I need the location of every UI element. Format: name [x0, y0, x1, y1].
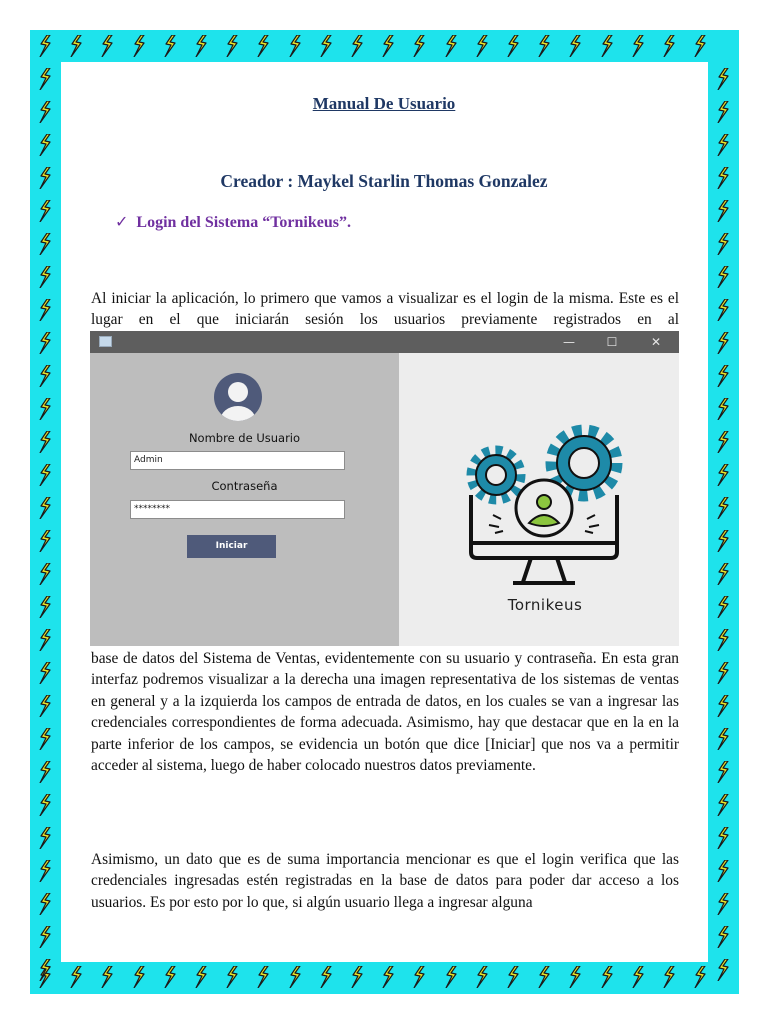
lightning-bolt-icon	[716, 68, 730, 90]
lightning-bolt-icon	[163, 35, 177, 57]
lightning-bolt-icon	[38, 893, 52, 915]
window-titlebar	[90, 331, 679, 353]
lightning-bolt-icon	[132, 966, 146, 988]
lightning-bolt-icon	[38, 464, 52, 486]
lightning-bolt-icon	[256, 966, 270, 988]
lightning-bolt-icon	[256, 35, 270, 57]
lightning-bolt-icon	[475, 35, 489, 57]
lightning-bolt-icon	[716, 860, 730, 882]
lightning-bolt-icon	[38, 266, 52, 288]
lightning-bolt-icon	[716, 959, 730, 981]
password-field[interactable]: ********	[130, 500, 345, 519]
lightning-bolt-icon	[568, 966, 582, 988]
lightning-bolt-icon	[506, 966, 520, 988]
lightning-bolt-icon	[716, 431, 730, 453]
lightning-bolt-icon	[38, 68, 52, 90]
lightning-bolt-icon	[194, 966, 208, 988]
section-heading: Login del Sistema “Tornikeus”.	[136, 214, 351, 231]
lightning-bolt-icon	[716, 365, 730, 387]
lightning-bolt-icon	[693, 966, 707, 988]
lightning-bolt-icon	[38, 299, 52, 321]
lightning-bolt-icon	[163, 966, 177, 988]
lightning-bolt-icon	[350, 966, 364, 988]
lightning-bolt-icon	[38, 530, 52, 552]
lightning-bolt-icon	[631, 35, 645, 57]
lightning-bolt-icon	[132, 35, 146, 57]
login-window-screenshot	[90, 331, 679, 646]
section-bullet	[115, 212, 351, 232]
paragraph-text: base de datos del Sistema de Ventas, evidentemente con su usuario y contraseña. En esta gran interfaz podremos visualizar a la derecha una imagen representativa de los sistemas de ventas en general y a la izquierda los campos de entrada de datos, en los cuales se van a ingresar las credenciales correspondientes de forma adecuada. Asimismo, hay que destacar que en la en la parte inferior de los campos, se evidencia un botón que dice [Iniciar] que nos va a permitir acceder al sistema, luego de haber colocado nuestros datos previamente.	[91, 650, 679, 775]
lightning-bolt-icon	[38, 695, 52, 717]
lightning-bolt-icon	[69, 35, 83, 57]
document-title: Manual De Usuario	[312, 94, 456, 113]
lightning-bolt-icon	[38, 926, 52, 948]
lightning-bolt-icon	[38, 398, 52, 420]
lightning-bolt-icon	[38, 233, 52, 255]
lightning-bolt-icon	[319, 966, 333, 988]
lightning-bolt-icon	[38, 431, 52, 453]
lightning-bolt-icon	[38, 563, 52, 585]
lightning-bolt-icon	[568, 35, 582, 57]
lightning-bolt-icon	[194, 35, 208, 57]
username-field[interactable]: Admin	[130, 451, 345, 470]
lightning-bolt-icon	[38, 860, 52, 882]
lightning-bolt-icon	[716, 629, 730, 651]
lightning-bolt-icon	[662, 966, 676, 988]
lightning-bolt-icon	[319, 35, 333, 57]
username-label: Nombre de Usuario	[188, 431, 301, 445]
lightning-bolt-icon	[38, 662, 52, 684]
lightning-bolt-icon	[716, 464, 730, 486]
author-line: Creador : Maykel Starlin Thomas Gonzalez	[220, 171, 548, 191]
lightning-bolt-icon	[381, 35, 395, 57]
lightning-bolt-icon	[444, 966, 458, 988]
close-button[interactable]: ✕	[650, 335, 662, 349]
lightning-bolt-icon	[716, 827, 730, 849]
lightning-bolt-icon	[716, 134, 730, 156]
maximize-button[interactable]: ☐	[606, 335, 618, 349]
paragraph-intro	[91, 288, 679, 331]
lightning-bolt-icon	[537, 35, 551, 57]
lightning-bolt-icon	[716, 233, 730, 255]
lightning-bolt-icon	[38, 794, 52, 816]
lightning-bolt-icon	[38, 629, 52, 651]
lightning-bolt-icon	[600, 35, 614, 57]
lightning-bolt-icon	[716, 332, 730, 354]
lightning-bolt-icon	[412, 35, 426, 57]
user-avatar-icon	[207, 373, 269, 421]
lightning-bolt-icon	[693, 35, 707, 57]
lightning-bolt-icon	[38, 827, 52, 849]
lightning-bolt-icon	[716, 497, 730, 519]
lightning-bolt-icon	[631, 966, 645, 988]
login-button[interactable]: Iniciar	[187, 535, 276, 558]
lightning-bolt-icon	[381, 966, 395, 988]
lightning-bolt-icon	[38, 728, 52, 750]
lightning-bolt-icon	[716, 662, 730, 684]
lightning-bolt-icon	[506, 35, 520, 57]
lightning-bolt-icon	[100, 35, 114, 57]
lightning-bolt-icon	[38, 761, 52, 783]
lightning-bolt-icon	[716, 794, 730, 816]
brand-name: Tornikeus	[507, 596, 583, 614]
lightning-bolt-icon	[412, 966, 426, 988]
lightning-bolt-icon	[350, 35, 364, 57]
lightning-bolt-icon	[288, 966, 302, 988]
lightning-bolt-icon	[38, 200, 52, 222]
lightning-bolt-icon	[716, 266, 730, 288]
monitor-gears-logo-icon	[449, 415, 639, 595]
lightning-bolt-icon	[662, 35, 676, 57]
lightning-bolt-icon	[716, 761, 730, 783]
lightning-bolt-icon	[716, 200, 730, 222]
app-icon	[99, 336, 112, 347]
lightning-bolt-icon	[225, 35, 239, 57]
paragraph-description	[91, 648, 679, 776]
password-label: Contraseña	[211, 479, 278, 493]
paragraph-validation	[91, 849, 679, 913]
lightning-bolt-icon	[716, 398, 730, 420]
lightning-bolt-icon	[600, 966, 614, 988]
lightning-bolt-icon	[38, 959, 52, 981]
lightning-bolt-icon	[38, 596, 52, 618]
lightning-bolt-icon	[288, 35, 302, 57]
lightning-bolt-icon	[38, 35, 52, 57]
lightning-bolt-icon	[100, 966, 114, 988]
lightning-bolt-icon	[38, 365, 52, 387]
lightning-bolt-icon	[38, 134, 52, 156]
lightning-bolt-icon	[716, 695, 730, 717]
paragraph-text: Al iniciar la aplicación, lo primero que vamos a visualizar es el login de la misma. Este es el lugar en el que iniciarán sesión los usuarios previamente registrados en al	[91, 290, 679, 329]
lightning-bolt-icon	[716, 530, 730, 552]
minimize-button[interactable]: —	[563, 335, 575, 349]
lightning-bolt-icon	[475, 966, 489, 988]
lightning-bolt-icon	[716, 926, 730, 948]
lightning-bolt-icon	[716, 893, 730, 915]
login-form-panel	[90, 353, 399, 646]
lightning-bolt-icon	[716, 596, 730, 618]
lightning-bolt-icon	[38, 497, 52, 519]
lightning-bolt-icon	[716, 563, 730, 585]
lightning-bolt-icon	[38, 332, 52, 354]
lightning-bolt-icon	[716, 728, 730, 750]
lightning-bolt-icon	[444, 35, 458, 57]
lightning-bolt-icon	[69, 966, 83, 988]
brand-panel	[399, 353, 679, 646]
lightning-bolt-icon	[225, 966, 239, 988]
checkmark-icon: ✓	[115, 214, 129, 231]
lightning-bolt-icon	[716, 299, 730, 321]
paragraph-text: Asimismo, un dato que es de suma importancia mencionar es que el login verifica que las credenciales ingresadas estén registradas en la base de datos para poder dar acceso a los usuarios. Es por esto por lo que, si algún usuario llega a ingresar alguna	[91, 851, 679, 911]
lightning-bolt-icon	[537, 966, 551, 988]
